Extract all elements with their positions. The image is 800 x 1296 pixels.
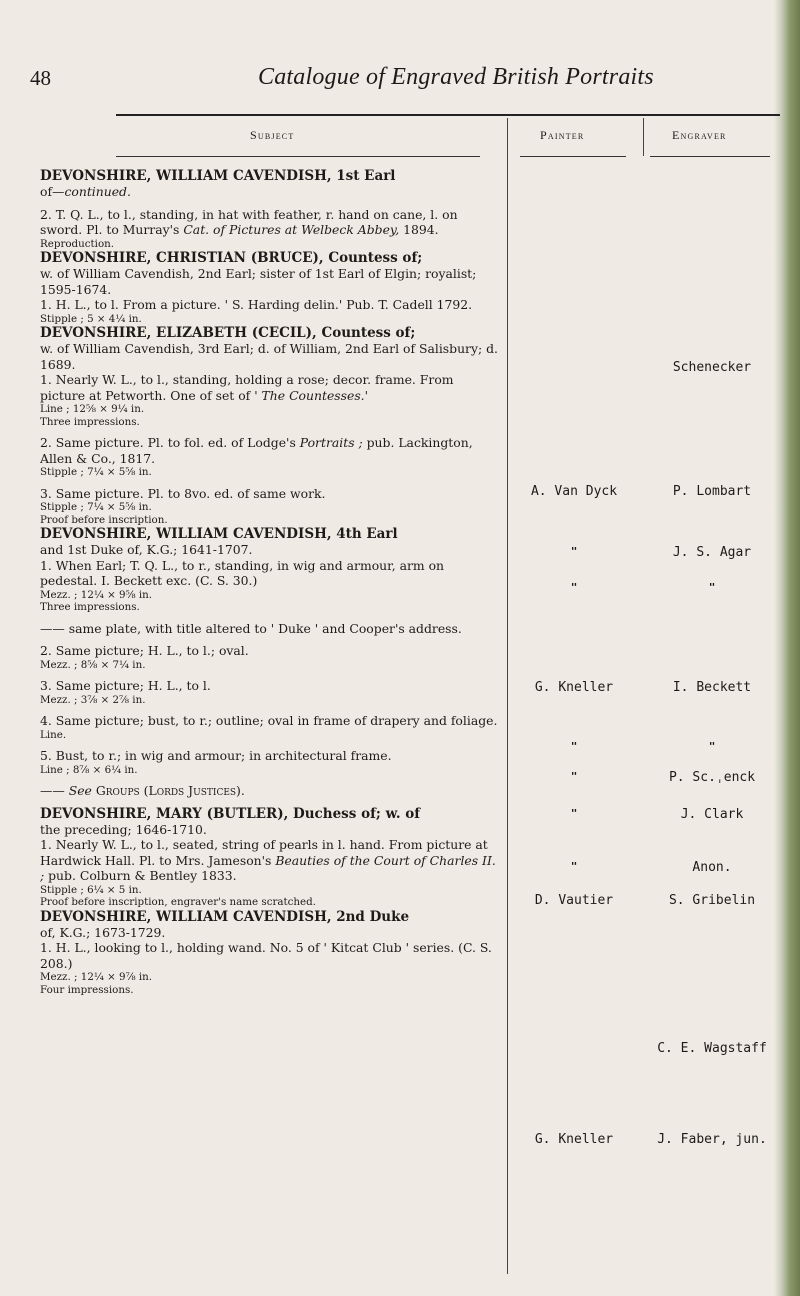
catalogue-item: 1. Nearly W. L., to l., standing, holding a rose; decor. frame. From picture at Petworth. One of set of ' The Countesses.' bbox=[40, 372, 454, 403]
catalogue-item: 1. Nearly W. L., to l., seated, string of pearls in l. hand. From picture at Hardwick Hall. Pl. to Mrs. Jameson's Beauties of the Court of Charles II. ; pub. Colburn & Bentley 1833. bbox=[40, 837, 496, 883]
engraver-cell: J. S. Agar bbox=[672, 545, 752, 560]
engraver-cell: S. Gribelin bbox=[668, 893, 756, 908]
item-note: Line ; 8⅞ × 6¼ in. bbox=[40, 763, 138, 776]
entry-description: and 1st Duke of, K.G.; 1641-1707. bbox=[40, 542, 253, 557]
scan-edge bbox=[774, 0, 800, 1296]
engraver-cell: P. Lombart bbox=[672, 484, 752, 499]
catalogue-entry bbox=[40, 250, 502, 325]
subject-column bbox=[40, 168, 502, 996]
catalogue-item: 1. H. L., looking to l., holding wand. No. 5 of ' Kitcat Club ' series. (C. S. 208.) bbox=[40, 940, 492, 971]
catalogue-item: 3. Same picture. Pl. to 8vo. ed. of same work. bbox=[40, 485, 326, 501]
item-note: Stipple ; 7¼ × 5⅝ in. bbox=[40, 466, 152, 478]
item-note: Mezz. ; 12¼ × 9⅞ in. bbox=[40, 971, 153, 983]
catalogue-item: 4. Same picture; bust, to r.; outline; oval in frame of drapery and foliage. bbox=[40, 713, 498, 728]
painter-ditto: " bbox=[570, 807, 578, 820]
column-divider bbox=[643, 118, 644, 156]
entry-description: w. of William Cavendish, 3rd Earl; d. of William, 2nd Earl of Salisbury; d. 1689. bbox=[40, 341, 498, 372]
page-number: 48 bbox=[30, 66, 51, 90]
engraver-ditto: " bbox=[708, 581, 716, 594]
engraver-cell: C. E. Wagstaff bbox=[657, 1041, 767, 1056]
entry-title-continuation: of—continued. bbox=[40, 184, 131, 199]
catalogue-item: 5. Bust, to r.; in wig and armour; in architectural frame. bbox=[40, 748, 392, 763]
catalogue-entry bbox=[40, 806, 502, 909]
page-header bbox=[0, 66, 760, 106]
item-note: Line. bbox=[40, 728, 67, 741]
entry-description: of, K.G.; 1673-1729. bbox=[40, 924, 166, 940]
painter-cell: G. Kneller bbox=[534, 680, 614, 695]
item-note: Four impressions. bbox=[40, 983, 134, 996]
entry-title: DEVONSHIRE, MARY (BUTLER), Duchess of; w. of bbox=[40, 805, 421, 822]
item-note: Mezz. ; 3⅞ × 2⅞ in. bbox=[40, 693, 146, 706]
painter-ditto: " bbox=[570, 545, 578, 558]
header-rule bbox=[520, 156, 626, 157]
painter-ditto: " bbox=[570, 581, 578, 594]
catalogue-item: 2. Same picture; H. L., to l.; oval. bbox=[40, 643, 249, 658]
catalogue-item: —— same plate, with title altered to ' Duke ' and Cooper's address. bbox=[40, 620, 462, 636]
catalogue-entry bbox=[40, 168, 502, 250]
entry-title: DEVONSHIRE, WILLIAM CAVENDISH, 4th Earl bbox=[40, 526, 398, 542]
painter-cell: D. Vautier bbox=[534, 893, 614, 908]
top-rule bbox=[116, 114, 780, 116]
item-note: Mezz. ; 8⅝ × 7¼ in. bbox=[40, 658, 146, 671]
catalogue-item: 2. T. Q. L., to l., standing, in hat with feather, r. hand on cane, l. on sword. Pl. to Murray's Cat. of Pictures at Welbeck Abbey, 1894. bbox=[40, 206, 458, 237]
catalogue-item: 1. When Earl; T. Q. L., to r., standing, in wig and armour, arm on pedestal. I. Beckett exc. (C. S. 30.) bbox=[40, 557, 445, 588]
painter-ditto: " bbox=[570, 740, 578, 753]
painter-cell: A. Van Dyck bbox=[530, 484, 618, 499]
item-note: Proof before inscription. bbox=[40, 513, 168, 526]
entry-title: DEVONSHIRE, WILLIAM CAVENDISH, 2nd Duke bbox=[40, 908, 410, 925]
engraver-cell: I. Beckett bbox=[672, 680, 752, 695]
running-title: Catalogue of Engraved British Portraits bbox=[258, 64, 654, 90]
entry-title: DEVONSHIRE, CHRISTIAN (BRUCE), Countess of; bbox=[40, 250, 423, 266]
engraver-column-header: Engraver bbox=[672, 128, 727, 142]
engraver-cell: P. Sc.ˌenck bbox=[668, 770, 756, 785]
cross-reference: —— See Groups (Lords Justices). bbox=[40, 783, 245, 798]
item-note: Reproduction. bbox=[40, 237, 115, 250]
subject-column-header: Subject bbox=[250, 128, 295, 142]
item-note: Line ; 12⅝ × 9¼ in. bbox=[40, 403, 145, 415]
engraver-cell: J. Clark bbox=[680, 807, 744, 822]
catalogue-item: 3. Same picture; H. L., to l. bbox=[40, 678, 211, 693]
painter-column-header: Painter bbox=[540, 128, 585, 142]
item-note: Mezz. ; 12¼ × 9⅝ in. bbox=[40, 588, 153, 601]
painter-ditto: " bbox=[570, 770, 578, 783]
item-note: Stipple ; 6¼ × 5 in. bbox=[40, 883, 142, 896]
catalogue-item: 2. Same picture. Pl. to fol. ed. of Lodge's Portraits ; pub. Lackington, Allen & Co., 1817. bbox=[40, 435, 473, 466]
entry-description: the preceding; 1646-1710. bbox=[40, 821, 207, 837]
engraver-cell: Schenecker bbox=[672, 360, 752, 375]
painter-cell: G. Kneller bbox=[534, 1132, 614, 1147]
catalogue-entry bbox=[40, 909, 502, 997]
column-divider bbox=[507, 118, 508, 1274]
painter-ditto: " bbox=[570, 860, 578, 873]
item-note: Stipple ; 5 × 4¼ in. bbox=[40, 312, 142, 325]
engraver-ditto: " bbox=[708, 740, 716, 753]
item-note: Three impressions. bbox=[40, 415, 140, 428]
catalogue-item: 1. H. L., to l. From a picture. ' S. Harding delin.' Pub. T. Cadell 1792. bbox=[40, 297, 473, 312]
engraver-cell: J. Faber, jun. bbox=[657, 1132, 767, 1147]
item-note: Three impressions. bbox=[40, 601, 140, 613]
entry-description: w. of William Cavendish, 2nd Earl; sister of 1st Earl of Elgin; royalist; 1595-1674. bbox=[40, 266, 477, 297]
entry-title: DEVONSHIRE, ELIZABETH (CECIL), Countess of; bbox=[40, 325, 416, 341]
item-note: Proof before inscription, engraver's name scratched. bbox=[40, 896, 317, 908]
item-note: Stipple ; 7¼ × 5⅝ in. bbox=[40, 501, 152, 513]
engraver-cell: Anon. bbox=[692, 860, 732, 875]
entry-title: DEVONSHIRE, WILLIAM CAVENDISH, 1st Earl bbox=[40, 168, 396, 184]
catalogue-entry bbox=[40, 526, 502, 806]
catalogue-entry bbox=[40, 325, 502, 526]
header-rule bbox=[650, 156, 770, 157]
header-rule bbox=[116, 156, 480, 157]
